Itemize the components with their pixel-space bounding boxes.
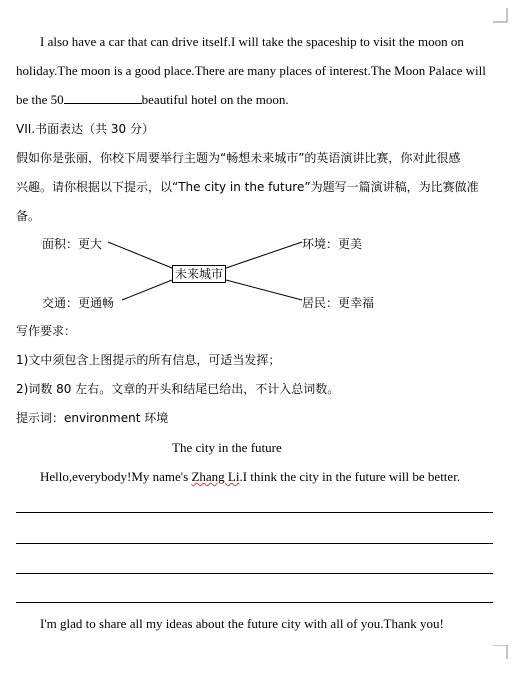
connector-top-right (226, 242, 302, 268)
essay-opening-start: Hello,everybody!My name's (40, 469, 192, 484)
prompt-line-3: 备。 (16, 209, 41, 223)
passage-line-3-start: be the 50 (16, 92, 64, 107)
writing-line-3[interactable] (16, 573, 493, 574)
writing-line-1[interactable] (16, 512, 493, 513)
essay-opening-end: .I think the city in the future will be better. (239, 469, 461, 484)
diagram-center-box: 未来城市 (172, 265, 226, 283)
passage-line-3-end: beautiful hotel on the moon. (141, 92, 289, 107)
writing-line-4[interactable] (16, 602, 493, 603)
requirement-item-1: 1)文中须包含上图提示的所有信息，可适当发挥； (16, 353, 281, 367)
essay-opening (40, 469, 460, 485)
connector-top-left (108, 242, 172, 268)
connector-bottom-right (226, 280, 302, 300)
passage-line-1: I also have a car that can drive itself.I will take the spaceship to visit the moon on (40, 34, 464, 49)
hint-word: 提示词：environment 环境 (16, 411, 169, 425)
prompt-line-2: 兴趣。请你根据以下提示，以“The city in the future”为题写一篇演讲稿，为比赛做准 (16, 180, 479, 194)
requirements-title: 写作要求： (16, 324, 77, 338)
page-corner-mark-bottom-right (493, 645, 508, 660)
diagram-node-bottom-right: 居民：更幸福 (302, 296, 375, 310)
prompt-line-1: 假如你是张丽，你校下周要举行主题为“畅想未来城市”的英语演讲比赛，你对此很感 (16, 151, 461, 165)
essay-closing: I'm glad to share all my ideas about the future city with all of you.Thank you! (40, 616, 444, 631)
requirement-item-2: 2)词数 80 左右。文章的开头和结尾已给出，不计入总词数。 (16, 382, 340, 396)
passage-line-2: holiday.The moon is a good place.There are many places of interest.The Moon Palace will (16, 63, 486, 78)
essay-opening-name: Zhang Li (191, 469, 240, 484)
diagram-node-top-left: 面积：更大 (42, 237, 103, 251)
essay-title: The city in the future (172, 440, 282, 455)
diagram-node-top-right: 环境：更美 (302, 237, 363, 251)
writing-line-2[interactable] (16, 543, 493, 544)
section-heading: VII.书面表达（共 30 分） (16, 122, 155, 136)
diagram-node-bottom-left: 交通：更通畅 (42, 296, 115, 310)
connector-bottom-left (122, 280, 172, 300)
